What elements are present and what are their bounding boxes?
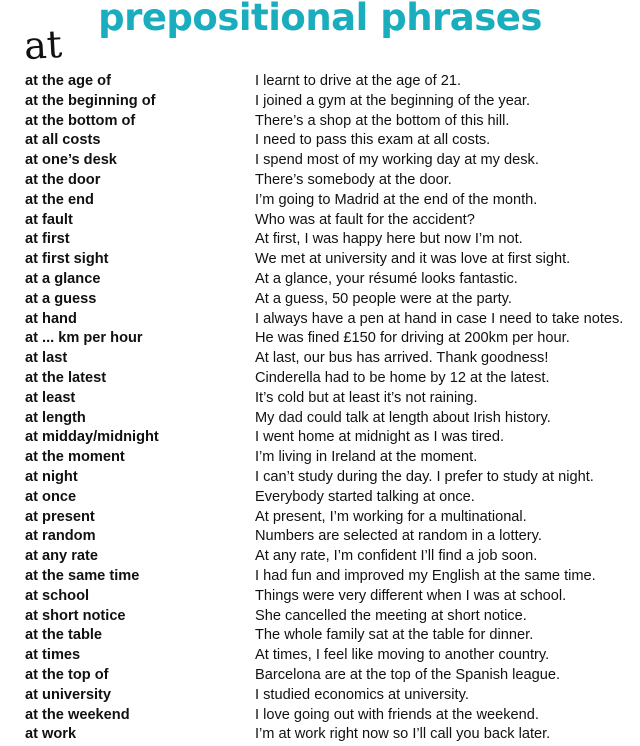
phrase-text: at the door: [25, 171, 101, 188]
example-sentence: At any rate, I’m confident I’ll find a job soon.: [255, 548, 538, 565]
phrase-row: [0, 112, 640, 132]
phrase-row: [0, 329, 640, 349]
example-sentence: We met at university and it was love at first sight.: [255, 251, 571, 268]
phrase-row: [0, 349, 640, 369]
phrase-text: at times: [25, 647, 81, 664]
phrase-text: at once: [25, 488, 77, 505]
phrase-row: [0, 250, 640, 270]
example-sentence: I can’t study during the day. I prefer to study at night.: [255, 468, 594, 485]
phrase-text: at any rate: [25, 548, 99, 565]
phrase-row: [0, 191, 640, 211]
page-title: prepositional phrases: [98, 0, 542, 39]
phrase-row: [0, 230, 640, 250]
phrase-row: [0, 92, 640, 112]
phrase-text: at midday/midnight: [25, 429, 159, 446]
phrase-text: at first sight: [25, 251, 109, 268]
phrase-text: at a glance: [25, 270, 101, 287]
phrase-text: at the age of: [25, 73, 111, 89]
phrase-text: at ... km per hour: [25, 330, 143, 347]
phrase-row: [0, 646, 640, 666]
phrase-text: at the beginning of: [25, 92, 156, 109]
example-sentence: I spend most of my working day at my desk.: [255, 152, 539, 169]
phrase-text: at work: [25, 726, 77, 743]
example-sentence: I’m going to Madrid at the end of the month.: [255, 191, 538, 208]
example-sentence: I always have a pen at hand in case I need to take notes.: [255, 310, 624, 327]
phrase-row: [0, 151, 640, 171]
phrase-text: at fault: [25, 211, 73, 228]
phrase-text: at last: [25, 350, 68, 367]
example-sentence: I learnt to drive at the age of 21.: [255, 73, 462, 89]
phrase-text: at least: [25, 389, 76, 406]
example-sentence: He was fined £150 for driving at 200km per hour.: [255, 330, 570, 347]
phrase-row: [0, 725, 640, 745]
example-sentence: I’m at work right now so I’ll call you back later.: [255, 726, 551, 743]
phrase-row: [0, 448, 640, 468]
phrase-row: [0, 310, 640, 330]
example-sentence: At present, I’m working for a multinational.: [255, 508, 527, 525]
phrase-text: at the same time: [25, 567, 140, 584]
phrase-row: [0, 468, 640, 488]
phrase-row: [0, 666, 640, 686]
phrase-text: at school: [25, 587, 90, 604]
phrase-row: [0, 369, 640, 389]
example-sentence: I had fun and improved my English at the same time.: [255, 567, 596, 584]
example-sentence: Who was at fault for the accident?: [255, 211, 475, 228]
phrase-text: at the weekend: [25, 706, 130, 723]
phrase-row: [0, 527, 640, 547]
example-sentence: Numbers are selected at random in a lottery.: [255, 528, 542, 545]
example-sentence: There’s somebody at the door.: [255, 171, 452, 188]
phrase-row: [0, 626, 640, 646]
example-sentence: I joined a gym at the beginning of the year.: [255, 92, 531, 109]
phrase-text: at a guess: [25, 290, 97, 307]
example-sentence: I love going out with friends at the weekend.: [255, 706, 539, 723]
phrase-row: [0, 389, 640, 409]
example-sentence: The whole family sat at the table for dinner.: [255, 627, 534, 644]
phrase-row: [0, 131, 640, 151]
phrase-text: at first: [25, 231, 70, 248]
phrase-text: at the end: [25, 191, 94, 208]
phrase-row: [0, 171, 640, 191]
phrase-row: [0, 508, 640, 528]
phrase-row: [0, 547, 640, 567]
example-sentence: I’m living in Ireland at the moment.: [255, 449, 478, 466]
phrase-row: [0, 607, 640, 627]
phrase-text: at hand: [25, 310, 77, 327]
phrase-text: at length: [25, 409, 86, 426]
phrase-row: [0, 409, 640, 429]
phrase-text: at one’s desk: [25, 152, 117, 169]
phrase-row: [0, 211, 640, 231]
phrase-text: at night: [25, 468, 78, 485]
example-sentence: At times, I feel like moving to another country.: [255, 647, 550, 664]
example-sentence: Everybody started talking at once.: [255, 488, 475, 505]
example-sentence: At first, I was happy here but now I’m not.: [255, 231, 523, 248]
example-sentence: At a guess, 50 people were at the party.: [255, 290, 512, 307]
phrase-text: at all costs: [25, 132, 101, 149]
example-sentence: Things were very different when I was at school.: [255, 587, 567, 604]
phrase-row: [0, 567, 640, 587]
phrase-text: at the top of: [25, 666, 109, 683]
phrase-text: at the moment: [25, 449, 125, 466]
example-sentence: At a glance, your résumé looks fantastic.: [255, 270, 518, 287]
example-sentence: My dad could talk at length about Irish history.: [255, 409, 551, 426]
phrase-row: [0, 290, 640, 310]
phrase-text: at the latest: [25, 369, 107, 386]
example-sentence: I studied economics at university.: [255, 686, 469, 703]
phrase-row: [0, 706, 640, 726]
phrase-text: at random: [25, 528, 96, 545]
phrase-text: at present: [25, 508, 95, 525]
example-sentence: Cinderella had to be home by 12 at the latest.: [255, 369, 550, 386]
phrase-row: [0, 72, 640, 92]
phrase-text: at university: [25, 686, 111, 703]
example-sentence: There’s a shop at the bottom of this hill.: [255, 112, 510, 129]
phrase-row: [0, 270, 640, 290]
phrase-row: [0, 488, 640, 508]
example-sentence: She cancelled the meeting at short notice.: [255, 607, 527, 624]
phrase-row: [0, 587, 640, 607]
phrase-list: [0, 72, 640, 745]
example-sentence: I need to pass this exam at all costs.: [255, 132, 491, 149]
phrase-row: [0, 686, 640, 706]
phrase-row: [0, 428, 640, 448]
section-label: at: [22, 22, 64, 68]
example-sentence: It’s cold but at least it’s not raining.: [255, 389, 478, 406]
example-sentence: Barcelona are at the top of the Spanish league.: [255, 666, 561, 683]
example-sentence: I went home at midnight as I was tired.: [255, 429, 505, 446]
example-sentence: At last, our bus has arrived. Thank goodness!: [255, 350, 549, 367]
phrase-text: at short notice: [25, 607, 126, 624]
phrase-text: at the bottom of: [25, 112, 136, 129]
phrase-text: at the table: [25, 627, 103, 644]
